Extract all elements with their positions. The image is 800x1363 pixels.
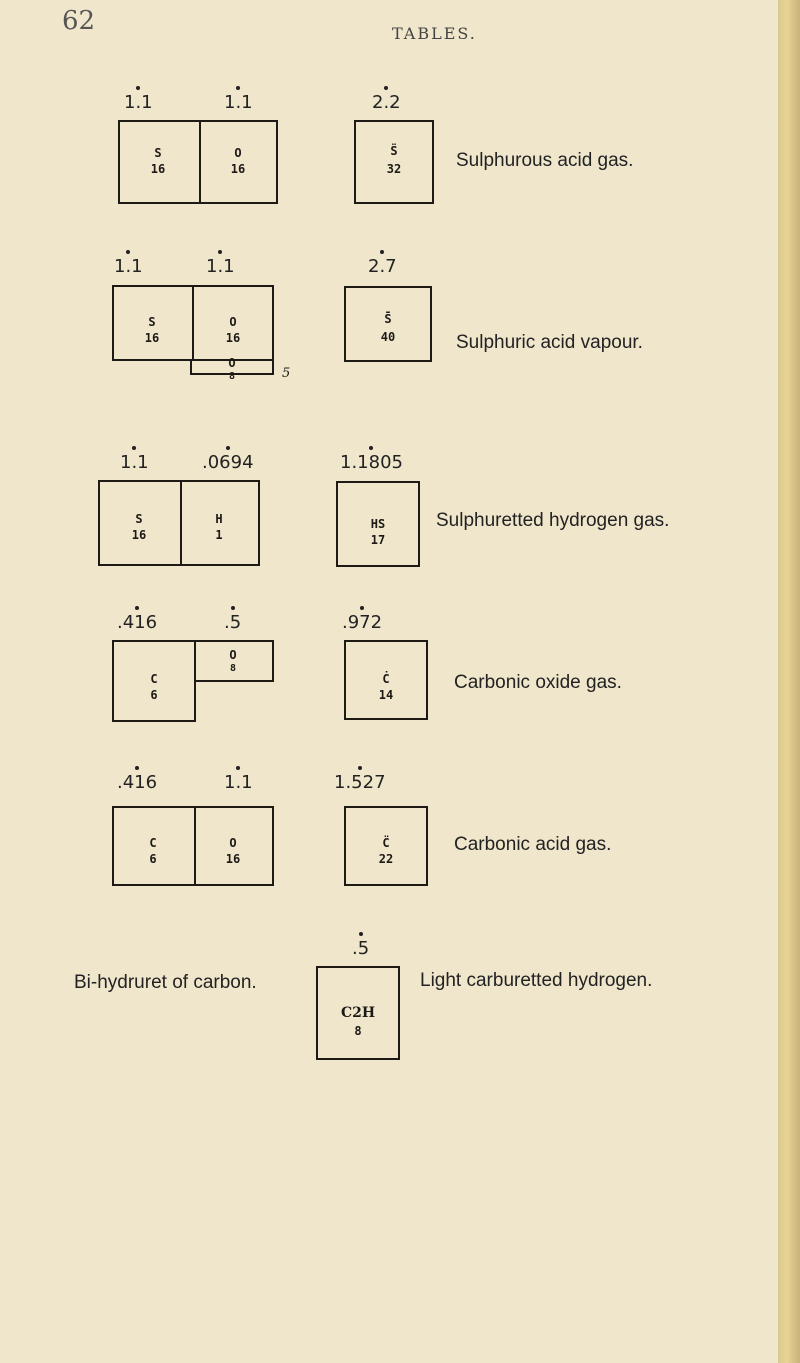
compound-weight: 14 [378, 688, 394, 702]
stray-mark: 5 [282, 366, 291, 381]
compound-volume-label: 2.7 [368, 256, 397, 277]
compound-volume-label: 1.1805 [340, 452, 403, 473]
page-number: 62 [62, 6, 96, 36]
compound-weight: 22 [378, 852, 394, 866]
element-symbol: H [215, 512, 223, 526]
compound-volume-label: .5 [352, 938, 370, 959]
compound-weight: 32 [386, 162, 402, 176]
element-symbol: S [154, 146, 162, 160]
compound-name: Sulphuric acid vapour. [456, 332, 643, 353]
page-edge [778, 0, 800, 1363]
compound-volume-box [316, 966, 400, 1060]
volume-label: 1.1 [120, 452, 149, 473]
compound-name: Sulphurous acid gas. [456, 150, 634, 171]
compound-symbol: S̈ [390, 144, 398, 158]
element-weight: 16 [230, 162, 246, 176]
compound-volume-box [344, 640, 428, 720]
compound-name: Carbonic oxide gas. [454, 672, 622, 693]
element-symbol: O [228, 356, 236, 370]
element-weight: 1 [215, 528, 223, 542]
volume-label: .416 [117, 772, 158, 793]
compound-symbol: Ċ [382, 672, 390, 686]
element-symbol: O [234, 146, 242, 160]
compound-volume-label: .972 [342, 612, 383, 633]
volume-label: 1.1 [206, 256, 235, 277]
compound-name: Carbonic acid gas. [454, 834, 612, 855]
compound-symbol: S̈̇ [384, 312, 392, 326]
compound-volume-box [344, 806, 428, 886]
compound-name: Sulphuretted hydrogen gas. [436, 510, 670, 531]
element-volume-table [98, 480, 260, 566]
compound-symbol: C2H [340, 1005, 376, 1021]
element-symbol: S [148, 315, 156, 329]
volume-label: 1.1 [224, 772, 253, 793]
element-weight: 16 [150, 162, 166, 176]
element-weight: 8 [228, 371, 236, 382]
volume-label: .0694 [202, 452, 254, 473]
compound-symbol: HS [370, 517, 386, 531]
compound-volume-box [354, 120, 434, 204]
volume-label: .416 [117, 612, 158, 633]
volume-label: .5 [224, 612, 242, 633]
element-weight: 16 [225, 331, 241, 345]
volume-label: 1.1 [224, 92, 253, 113]
volume-label: 1.1 [114, 256, 143, 277]
oxygen-half-box [194, 640, 274, 682]
compound-weight: 17 [370, 533, 386, 547]
element-symbol: S [135, 512, 143, 526]
element-volume-table [112, 285, 274, 361]
element-symbol: O [229, 648, 237, 662]
element-volume-table [112, 640, 196, 722]
compound-weight: 40 [380, 330, 396, 344]
element-weight: 16 [144, 331, 160, 345]
compound-name: Light carburetted hydrogen. [420, 970, 653, 991]
element-volume-table [118, 120, 278, 204]
compound-weight: 8 [354, 1024, 362, 1038]
element-symbol: C [149, 836, 157, 850]
element-weight: 16 [131, 528, 147, 542]
element-symbol: C [150, 672, 158, 686]
running-head: TABLES. [392, 24, 477, 43]
compound-name-left: Bi-hydruret of carbon. [74, 972, 257, 993]
element-symbol: O [229, 315, 237, 329]
element-volume-table [112, 806, 274, 886]
element-weight: 8 [229, 663, 237, 674]
element-weight: 6 [150, 688, 158, 702]
compound-volume-box [344, 286, 432, 362]
element-symbol: O [229, 836, 237, 850]
element-weight: 16 [225, 852, 241, 866]
compound-volume-label: 1.527 [334, 772, 386, 793]
compound-volume-box [336, 481, 420, 567]
compound-volume-label: 2.2 [372, 92, 401, 113]
compound-symbol: C̈ [382, 836, 390, 850]
volume-label: 1.1 [124, 92, 153, 113]
element-weight: 6 [149, 852, 157, 866]
